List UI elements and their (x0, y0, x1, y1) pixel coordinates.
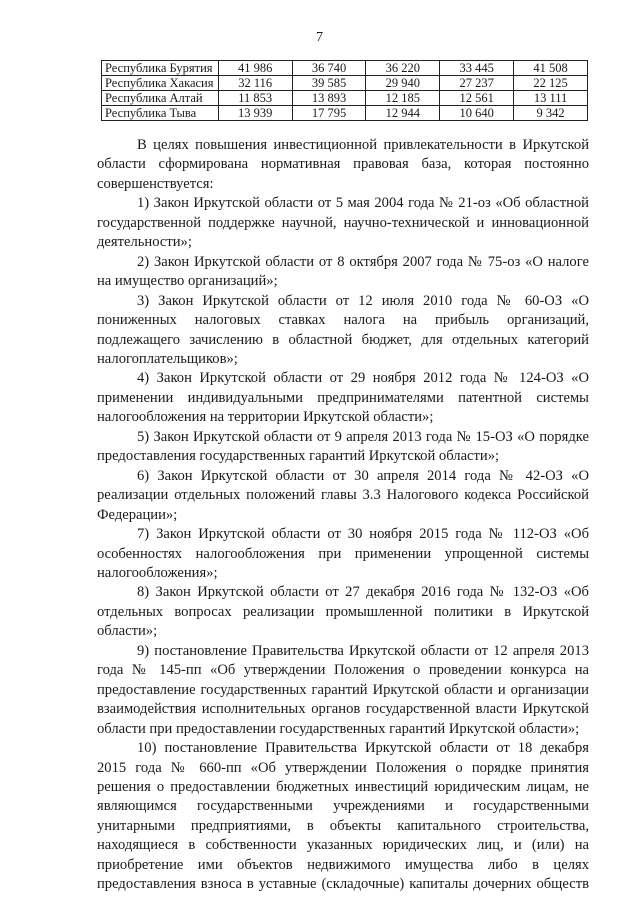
value-cell: 13 111 (514, 91, 588, 106)
table-row (102, 61, 588, 76)
region-name-cell: Республика Алтай (102, 91, 219, 106)
value-cell: 12 185 (366, 91, 440, 106)
table-row (102, 91, 588, 106)
value-cell: 41 508 (514, 61, 588, 76)
list-item-law-6: 6) Закон Иркутской области от 30 апреля 2014 года № 42-ОЗ «О реализации отдельных положений главы 3.3 Налогового кодекса Российской Федерации»; (97, 467, 589, 523)
value-cell: 9 342 (514, 106, 588, 121)
value-cell: 41 986 (218, 61, 292, 76)
region-name-cell: Республика Хакасия (102, 76, 219, 91)
list-item-resolution-10: 10) постановление Правительства Иркутской области от 18 декабря 2015 года № 660-пп «Об утверждении Положения о порядке принятия решения о предоставлении бюджетных инвестиций юридическим лицам, не являющимся государственными учреждениями и государственными унитарными предприятиями, в объекты капитального строительства, находящиеся в собственности указанных юридических лиц, и (или) на приобретение ими объектов недвижимого имущества либо в целях предоставления взноса в уставные (складочные) капиталы дочерних обществ (97, 740, 589, 893)
intro-paragraph: В целях повышения инвестиционной привлекательности в Иркутской области сформирована нормативная правовая база, которая постоянно совершенствуется: (97, 137, 589, 192)
list-item-law-5: 5) Закон Иркутской области от 9 апреля 2013 года № 15-ОЗ «О порядке предоставления государственных гарантий Иркутской области»; (97, 428, 589, 465)
list-item-law-7: 7) Закон Иркутской области от 30 ноября 2015 года № 112-ОЗ «Об особенностях налогообложения при применении упрощенной системы налогообложения»; (97, 526, 589, 581)
value-cell: 10 640 (440, 106, 514, 121)
value-cell: 27 237 (440, 76, 514, 91)
value-cell: 13 893 (292, 91, 366, 106)
list-item-law-4: 4) Закон Иркутской области от 29 ноября 2012 года № 124-ОЗ «О применении индивидуальными предпринимателями патентной системы налогообложения на территории Иркутской области»; (97, 370, 589, 426)
list-item-law-8: 8) Закон Иркутской области от 27 декабря 2016 года № 132-ОЗ «Об отдельных вопросах реализации промышленной политики в Иркутской области»; (97, 584, 589, 640)
value-cell: 22 125 (514, 76, 588, 91)
value-cell: 11 853 (218, 91, 292, 106)
region-name-cell: Республика Тыва (102, 106, 219, 121)
value-cell: 36 740 (292, 61, 366, 76)
value-cell: 39 585 (292, 76, 366, 91)
value-cell: 13 939 (218, 106, 292, 121)
document-body (97, 136, 589, 895)
table-row (102, 106, 588, 121)
value-cell: 17 795 (292, 106, 366, 121)
table-row (102, 76, 588, 91)
value-cell: 32 116 (218, 76, 292, 91)
value-cell: 12 944 (366, 106, 440, 121)
list-item-law-1: 1) Закон Иркутской области от 5 мая 2004 года № 21-оз «Об областной государственной поддержке научной, научно-технической и инновационной деятельности»; (97, 195, 589, 251)
page-number: 7 (316, 30, 323, 45)
value-cell: 33 445 (440, 61, 514, 76)
list-item-law-2: 2) Закон Иркутской области от 8 октября 2007 года № 75-оз «О налоге на имущество организаций»; (97, 253, 589, 290)
list-item-resolution-9: 9) постановление Правительства Иркутской области от 12 апреля 2013 года № 145-пп «Об утверждении Положения о проведении конкурса на предоставление государственных гарантий Иркутской области и организации взаимодействия исполнительных органов государственной власти Иркутской области при предоставлении государственных гарантий Иркутской области»; (97, 642, 589, 737)
value-cell: 36 220 (366, 61, 440, 76)
value-cell: 29 940 (366, 76, 440, 91)
region-table (101, 60, 588, 121)
list-item-law-3: 3) Закон Иркутской области от 12 июля 2010 года № 60-ОЗ «О пониженных налоговых ставках налога на прибыль организаций, подлежащего зачислению в областной бюджет, для отдельных категорий налогоплательщиков»; (97, 292, 589, 367)
value-cell: 12 561 (440, 91, 514, 106)
region-name-cell: Республика Бурятия (102, 61, 219, 76)
